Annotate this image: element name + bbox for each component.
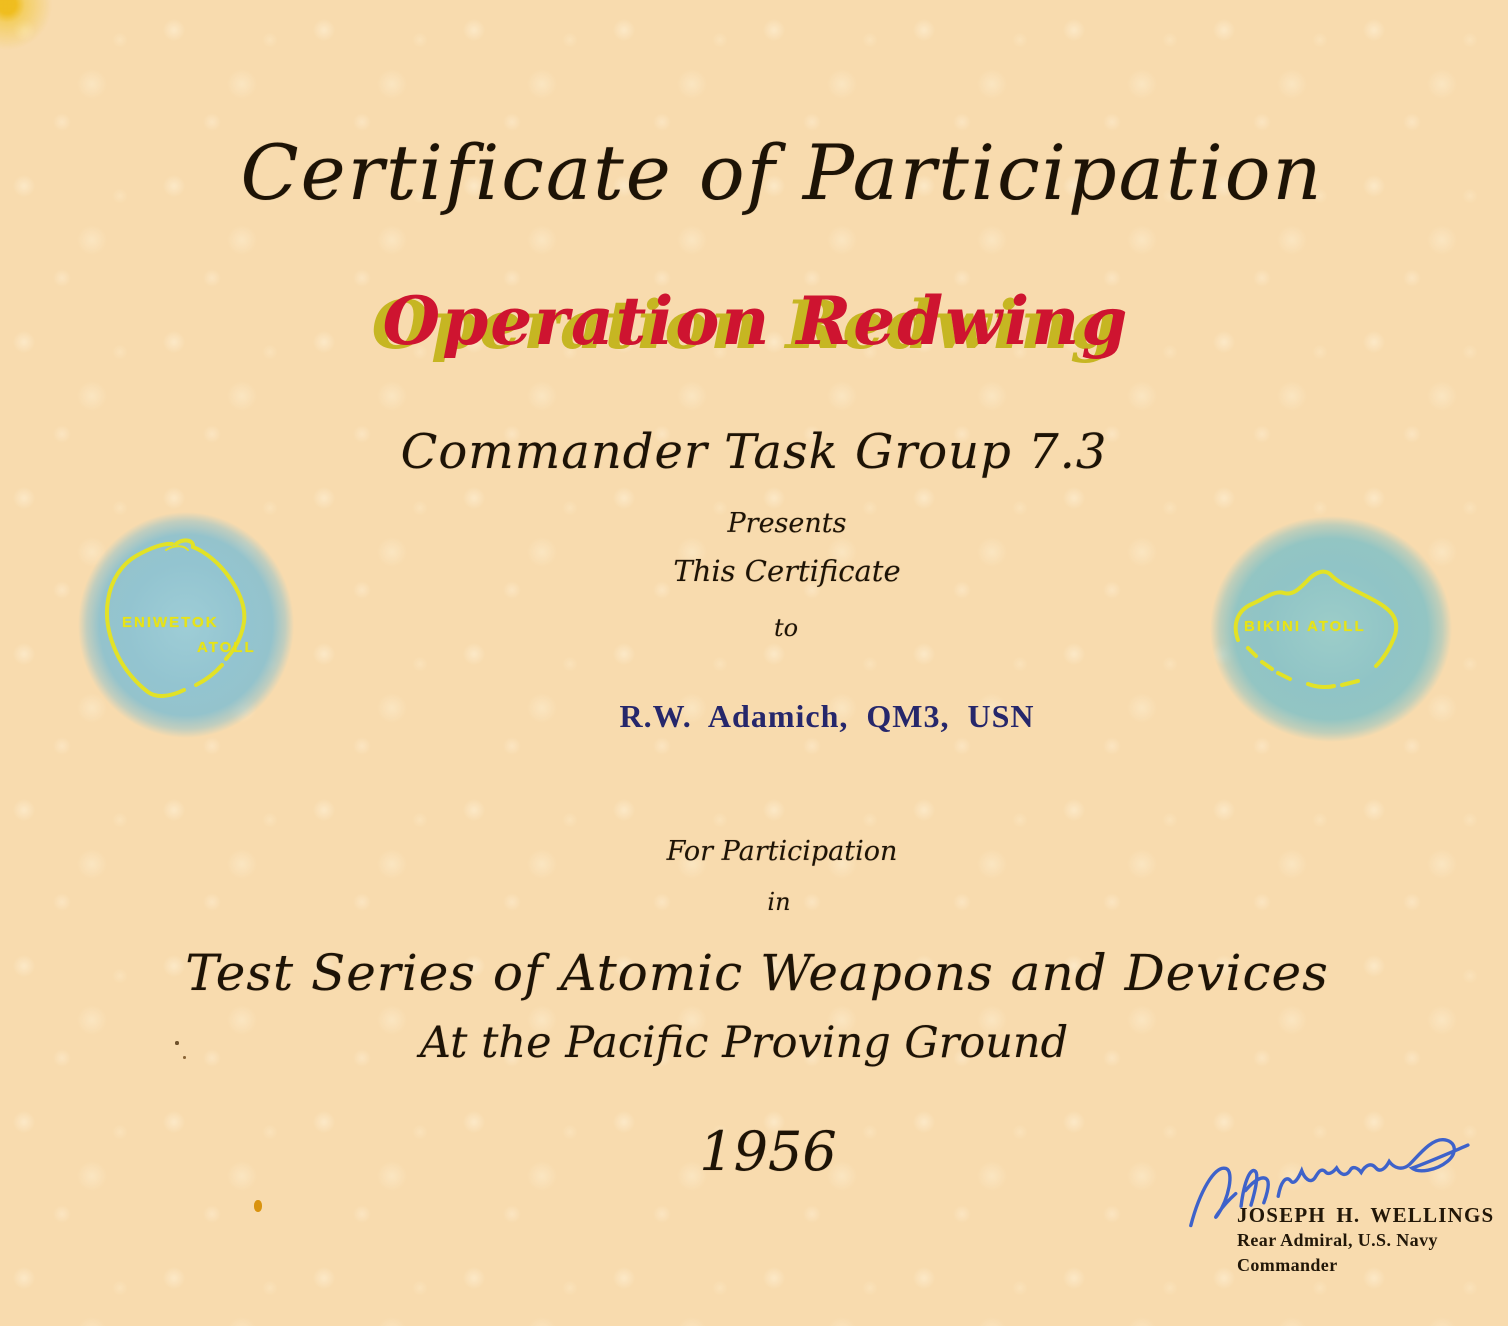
bikini-atoll-seal: [1210, 516, 1452, 742]
task-group-line: Commander Task Group 7.3: [400, 424, 1108, 480]
atoll-outline-dash: [1278, 673, 1290, 679]
signer-name: JOSEPH H. WELLINGS: [1237, 1203, 1495, 1227]
atoll-outline-dash: [196, 665, 222, 685]
paper-speck: [254, 1200, 262, 1212]
this-certificate-line: This Certificate: [673, 554, 901, 588]
test-series-line: Test Series of Atomic Weapons and Devices: [185, 944, 1329, 1002]
bikini-atoll-label: ATOLL: [1307, 618, 1366, 635]
in-line: in: [767, 888, 791, 916]
paper-speck: [175, 1041, 179, 1045]
signature-stroke: [1274, 1137, 1471, 1196]
for-participation-line: For Participation: [666, 836, 898, 867]
to-line: to: [773, 614, 799, 642]
signature-stroke: [1185, 1167, 1238, 1225]
atoll-islet-detail: [166, 546, 188, 550]
atoll-outline-dash: [1248, 648, 1256, 656]
proving-ground-line: At the Pacific Proving Ground: [419, 1018, 1069, 1068]
eniwetok-label: ENIWETOK: [122, 614, 219, 631]
atoll-outline-dash: [1308, 684, 1334, 687]
presents-line: Presents: [727, 508, 847, 539]
eniwetok-atoll-label: ATOLL: [197, 639, 256, 656]
paper-stain: [0, 0, 56, 58]
signature-stroke: [1237, 1169, 1270, 1206]
recipient-name: R.W. Adamich, QM3, USN: [619, 698, 1035, 734]
certificate-title: Certificate of Participation: [240, 128, 1324, 217]
atoll-outline-dash: [1262, 662, 1272, 669]
bikini-label: BIKINI: [1244, 618, 1301, 635]
signer-rank: Rear Admiral, U.S. Navy: [1237, 1230, 1438, 1250]
year: 1956: [699, 1120, 837, 1183]
signer-role: Commander: [1237, 1255, 1338, 1275]
paper-speck: [183, 1056, 186, 1059]
operation-name: Operation Redwing: [382, 282, 1130, 360]
eniwetok-atoll-seal: [78, 512, 294, 738]
atoll-outline-dash: [1342, 681, 1358, 685]
